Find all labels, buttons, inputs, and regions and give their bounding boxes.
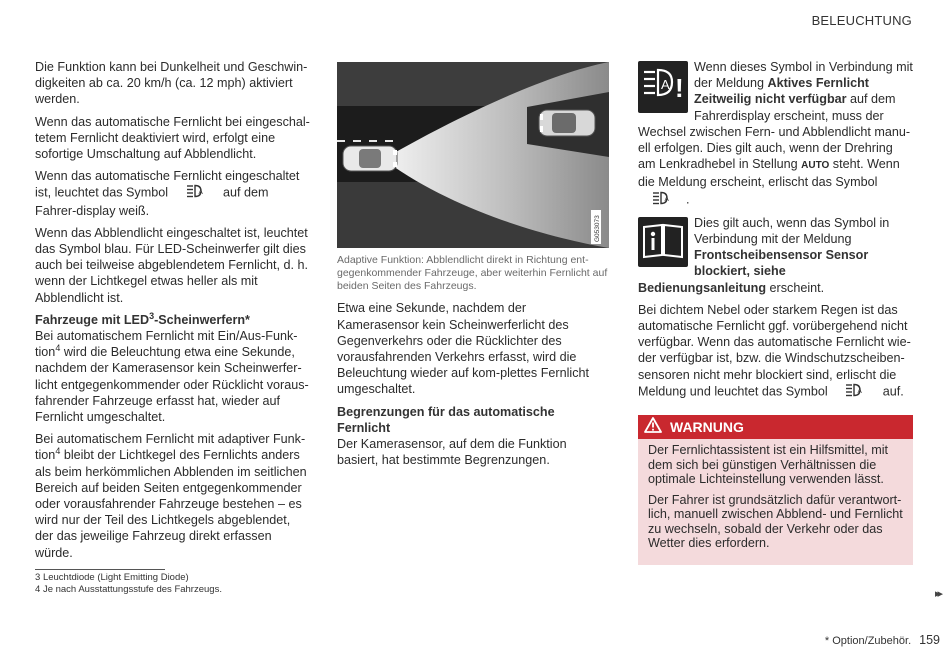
adaptive-beam-illustration	[337, 62, 609, 248]
oncoming-car	[539, 110, 595, 136]
paragraph: Bei automatischem Fernlicht mit adaptiver Funk-tion$^4$ bleibt der Lichtkegel des Fernlichts anders als beim herkömmlichen Abblenden im seitlichen Bereich auf beiden Seiten entgegenkommender oder vorausfahrender Fahrzeuge bestehen – es wird nur der Teil des Lichtkegels abgeblendet, der das jeweilige Fahrzeug direkt erfassen würde.	[35, 432, 307, 560]
warning-box	[638, 415, 913, 565]
paragraph: Wenn das automatische Fernlicht bei eingeschal-tetem Fernlicht deaktiviert wird, erfolgt eine sofortige Umschaltung auf Abblendlicht.	[35, 114, 310, 162]
footnote-3: 3 Leuchtdiode (Light Emitting Diode)	[35, 572, 189, 583]
paragraph: Etwa eine Sekunde, nachdem der Kamerasensor kein Scheinwerferlicht des Gegenverkehrs oder die Rücklichter des vorausfahrenden Verkehrs erfasst, wird die Beleuchtung wieder auf kom-plettes Fernlicht umgeschaltet.	[337, 301, 590, 397]
warning-text: Der Fahrer ist grundsätzlich dafür verantwort-lich, manuell zwischen Abblend- und Fernlicht zu wechseln, sobald der Verkehr oder das Wetter dies erfordern.	[648, 492, 903, 551]
high-beam-auto-icon	[845, 383, 865, 401]
paragraph-text: Wenn das automatische Fernlicht eingeschaltet ist, leuchtet das Symbol	[35, 169, 300, 200]
book-icon	[638, 217, 688, 267]
paragraph: Bei automatischem Fernlicht mit Ein/Aus-Funk-tion$^4$ wird die Beleuchtung etwa eine Sekunde, nachdem der Kamerasensor kein Scheinwerfer-licht entgegenkommender oder Rücklicht voraus-fahrender Fahrzeuge erfasst hat, wieder auf Fernlicht umgeschaltet.	[35, 329, 309, 425]
warning-triangle-icon	[644, 417, 662, 436]
svg-text:!: !	[675, 73, 684, 103]
paragraph	[35, 168, 310, 219]
next-page-arrow-icon: ▸▸	[934, 588, 940, 600]
footnote-divider	[35, 569, 165, 570]
figure-code: G053073	[594, 215, 601, 242]
figure-caption: Adaptive Funktion: Abblendlicht direkt in Richtung ent-gegenkommender Fahrzeuge, aber weiterhin Fernlicht auf beiden Seiten des Fahrzeugs.	[337, 254, 608, 292]
paragraph: Wenn das Abblendlicht eingeschaltet ist, leuchtet das Symbol blau. Für LED-Scheinwerfer gilt dies auch bei teilweise abgeblendetem Fernlicht, d. h. wenn der Lichtkegel etwas heller als mit Abblendlicht ist.	[35, 225, 309, 305]
subheading: Fahrzeuge mit LED$^3$-Scheinwerfern*	[35, 310, 250, 327]
high-beam-auto-icon	[186, 184, 206, 202]
paragraph: Der Kamerasensor, auf dem die Funktion basiert, hat bestimmte Begrenzungen.	[337, 437, 567, 468]
svg-text:A: A	[664, 195, 669, 203]
high-beam-auto-icon	[652, 191, 672, 209]
column-middle	[337, 62, 609, 474]
page-number: 159	[919, 633, 940, 647]
footnote-4: 4 Je nach Ausstattungsstufe des Fahrzeugs.	[35, 584, 222, 595]
high-beam-warning-icon	[638, 61, 688, 113]
paragraph-text: auf dem Fahrer-display weiß.	[35, 185, 269, 218]
page-footer	[825, 633, 940, 647]
warning-title: WARNUNG	[670, 418, 744, 435]
column-right	[638, 59, 913, 565]
svg-text:A: A	[661, 77, 670, 92]
paragraph: A ! Wenn dieses Symbol in Verbindung mit der Meldung Aktives Fernlicht Zeitweilig nicht verfügbar auf dem Fahrerdisplay erscheint, muss der Wechsel zwischen Fern- und Abblendlicht manu-ell erfolgen. Dies gilt auch, wenn der Drehring am Lenkradhebel in Stellung AUTO steht. Wenn die Meldung erscheint, erlischt das Symbol A .	[638, 59, 913, 209]
svg-text:A: A	[857, 387, 863, 395]
warning-header	[638, 415, 913, 439]
paragraph: Bei dichtem Nebel oder starkem Regen ist das automatische Fernlicht ggf. vorübergehend nicht verfügbar. Wenn das automatische Fernlicht wie-der verfügbar ist, bzw. die Windschutzscheiben-sensoren nicht mehr blockiert sind, erlischt die Meldung und leuchtet das Symbol A auf.	[638, 302, 913, 401]
paragraph: Die Funktion kann bei Dunkelheit und Geschwin-digkeiten ab ca. 20 km/h (ca. 12 mph) aktiviert werden.	[35, 60, 308, 107]
subheading: Begrenzungen für das automatische Fernlicht	[337, 404, 555, 435]
own-car	[343, 146, 397, 171]
warning-text: Der Fernlichtassistent ist ein Hilfsmittel, mit dem sich bei günstigen Verhältnissen die optimale Lichteinstellung verwenden lässt.	[648, 443, 889, 487]
paragraph: Dies gilt auch, wenn das Symbol in Verbindung mit der Meldung Frontscheibensensor Sensor blockiert, siehe Bedienungsanleitung erscheint.	[638, 215, 890, 295]
section-header: BELEUCHTUNG	[811, 13, 912, 28]
option-note: * Option/Zubehör.	[824, 635, 912, 647]
svg-text:A: A	[198, 189, 203, 197]
column-left	[35, 59, 310, 567]
